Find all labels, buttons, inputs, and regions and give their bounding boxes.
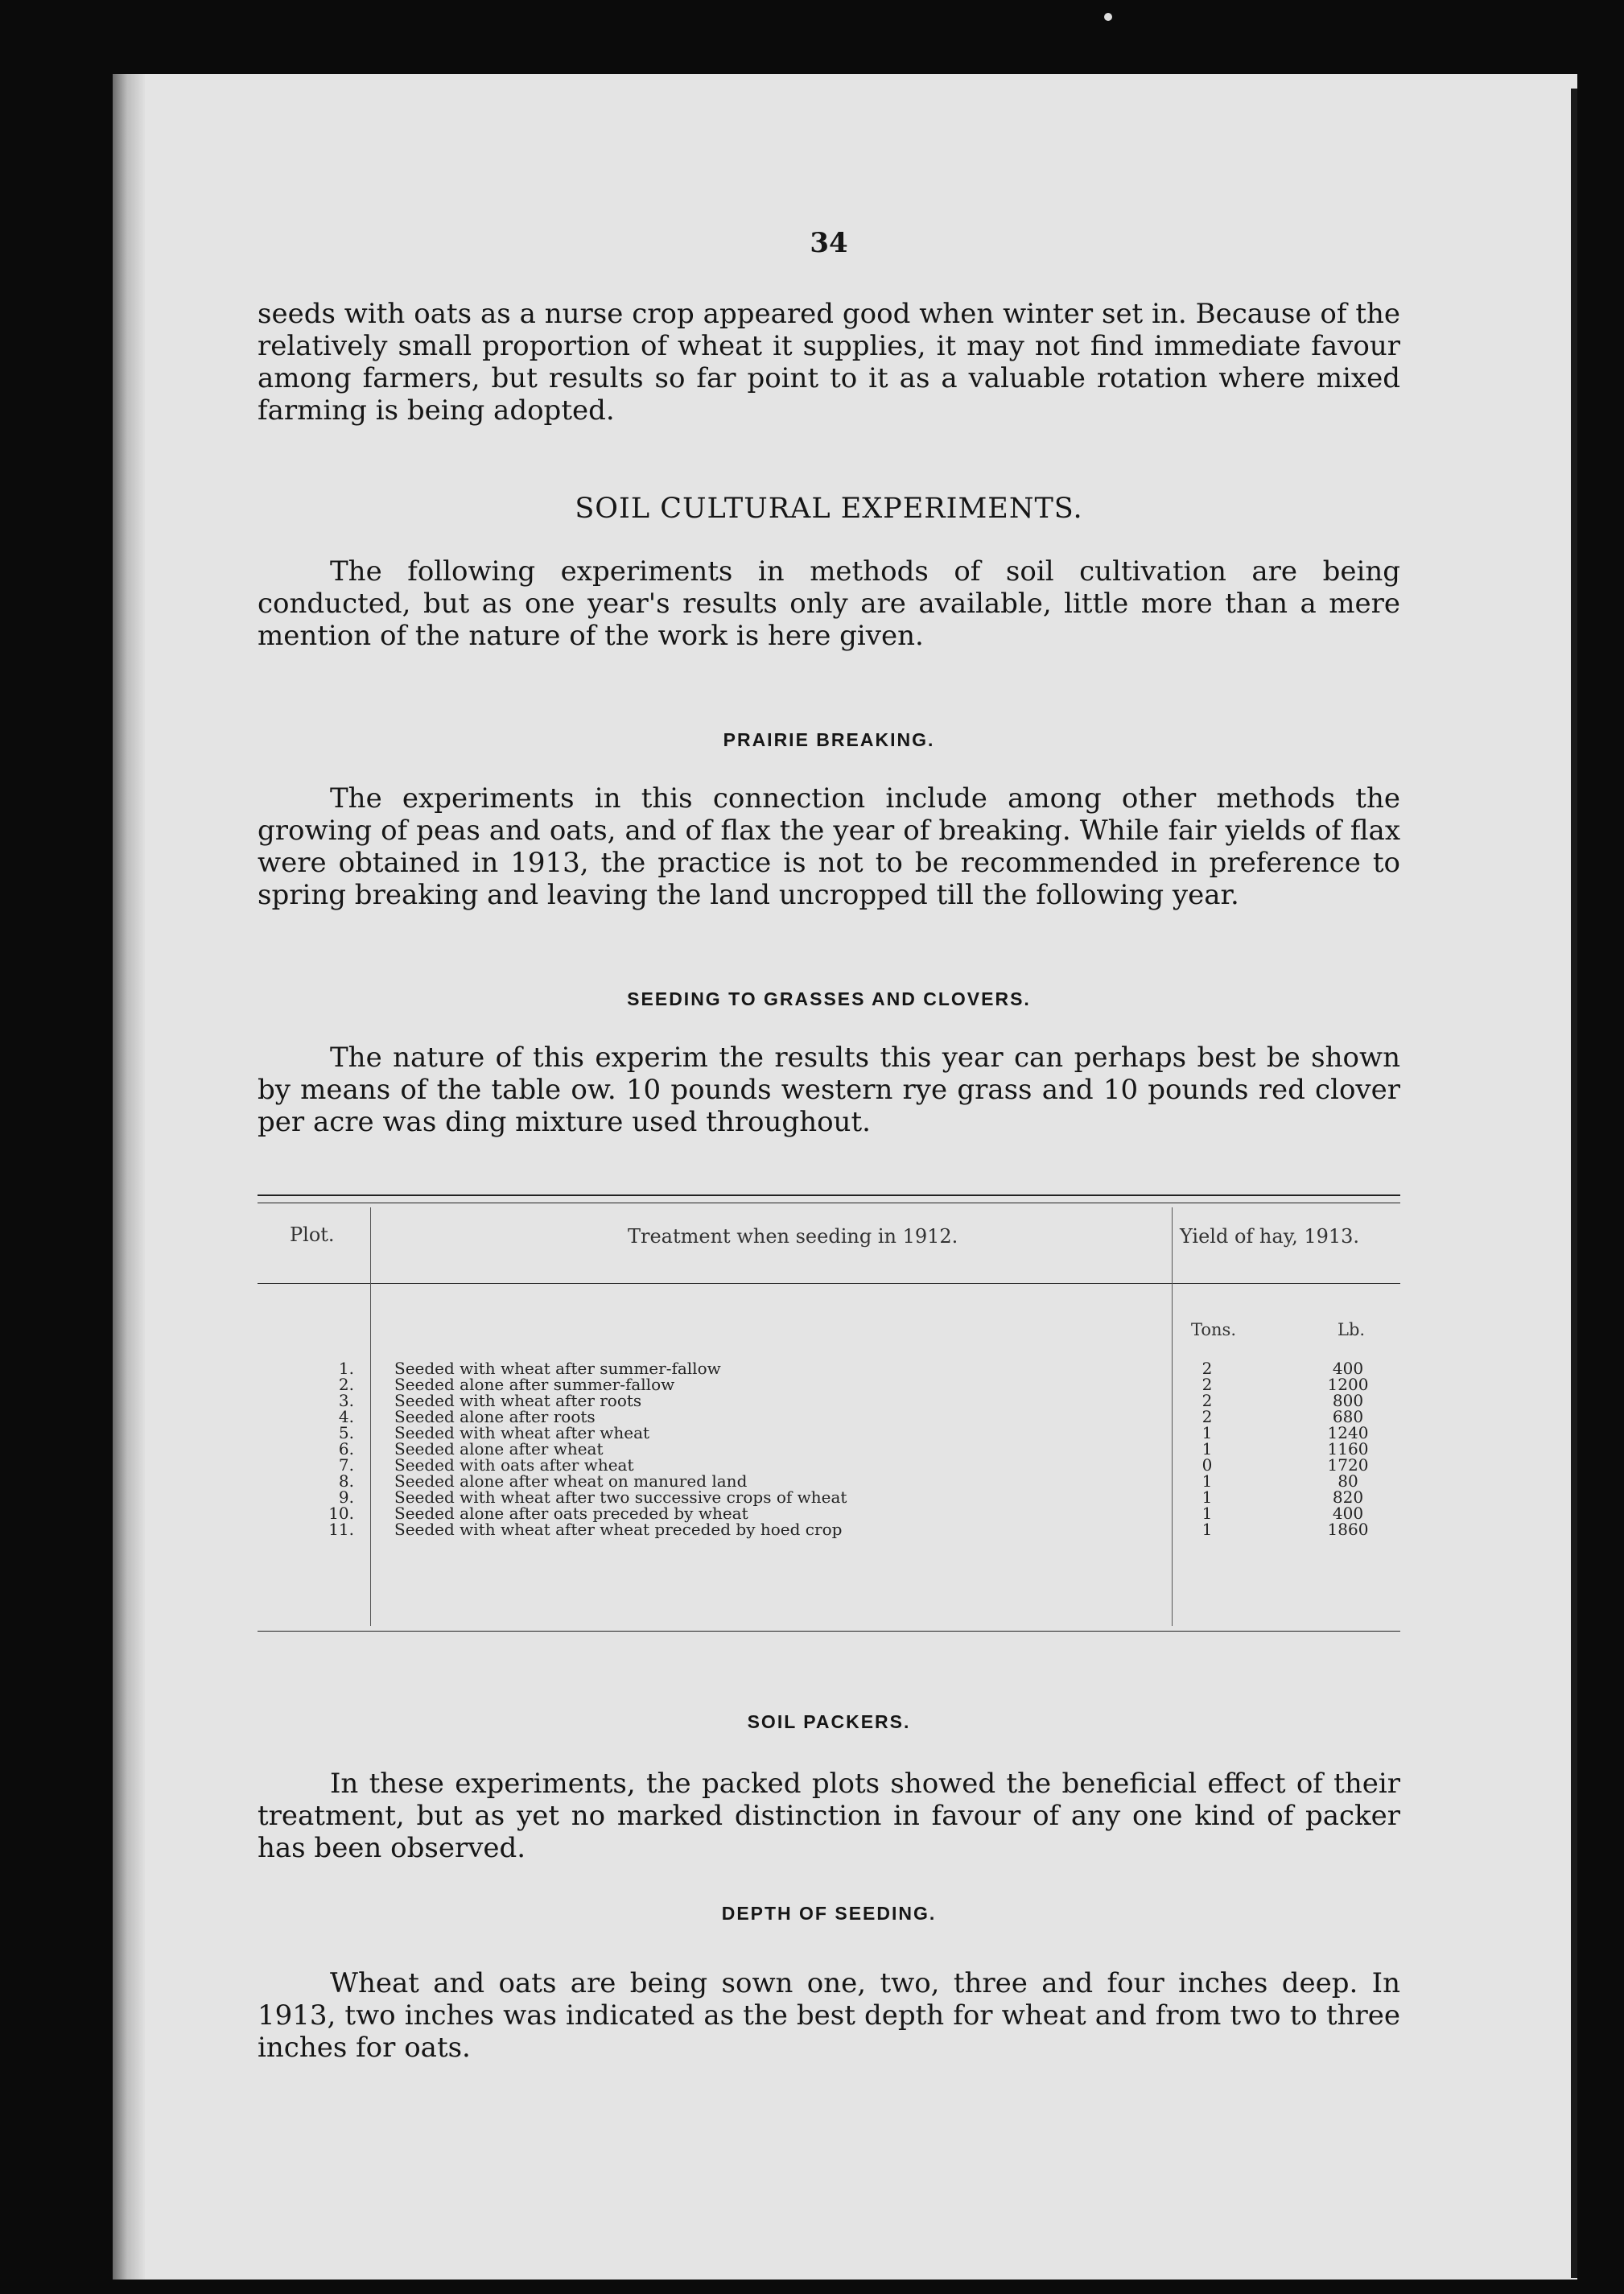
lb-cell: 680 [1332, 1407, 1364, 1426]
tons-cell: 1 [1202, 1423, 1213, 1442]
tons-cell: 2 [1202, 1359, 1213, 1378]
lb-cell: 800 [1332, 1391, 1364, 1410]
page-edge [1571, 89, 1577, 2278]
tons-cell: 1 [1202, 1487, 1213, 1507]
treatment-cell: Seeded alone after wheat [394, 1439, 604, 1459]
tons-cell: 0 [1202, 1455, 1213, 1475]
treatment-cell: Seeded alone after oats preceded by wheat [394, 1504, 748, 1523]
treatment-cell: Seeded alone after roots [394, 1407, 596, 1426]
plot-cell: 2. [338, 1375, 354, 1394]
lb-cell: 80 [1338, 1471, 1358, 1491]
plot-cell: 9. [338, 1487, 354, 1507]
lb-cell: 820 [1332, 1487, 1364, 1507]
table-header-rule [258, 1283, 1400, 1284]
prairie-text: The experiments in this connection include among other methods the growing of peas and oats, and of flax the year of breaking. While fair yields of flax were obtained in 1913, the practice is not to be recommended in preference to spring breaking and leaving the land uncropped till the following year. [258, 782, 1400, 911]
tons-cell: 2 [1202, 1375, 1213, 1394]
table-top-rule [258, 1194, 1400, 1196]
plot-cell: 7. [338, 1455, 354, 1475]
plot-cell: 1. [338, 1359, 354, 1378]
plot-cell: 5. [338, 1423, 354, 1442]
tons-cell: 2 [1202, 1391, 1213, 1410]
treatment-cell: Seeded with wheat after wheat [394, 1423, 650, 1442]
treatment-cell: Seeded alone after summer-fallow [394, 1375, 675, 1394]
page-binding [113, 74, 145, 2280]
plot-cell: 6. [338, 1439, 354, 1459]
prairie-heading: PRAIRIE BREAKING. [723, 729, 935, 750]
section-title: SOIL CULTURAL EXPERIMENTS. [575, 493, 1083, 525]
treatment-cell: Seeded with wheat after summer-fallow [394, 1359, 721, 1378]
tons-cell: 1 [1202, 1520, 1213, 1539]
treatment-cell: Seeded with oats after wheat [394, 1455, 634, 1475]
treatment-cell: Seeded with wheat after wheat preceded by hoed crop [394, 1520, 843, 1539]
tons-cell: 1 [1202, 1439, 1213, 1459]
plot-cell: 4. [338, 1407, 354, 1426]
sub-lb-header: Lb. [1338, 1320, 1366, 1339]
treatment-cell: Seeded with wheat after two successive crops of wheat [394, 1487, 847, 1507]
lb-cell: 400 [1332, 1359, 1364, 1378]
lb-cell: 1200 [1327, 1375, 1369, 1394]
tons-cell: 1 [1202, 1504, 1213, 1523]
sub-tons-header: Tons. [1191, 1320, 1236, 1339]
scan-mark [1104, 13, 1112, 21]
section-intro: The following experiments in methods of soil cultivation are being conducted, but as one year's results only are available, little more than a mere mention of the nature of the work is here given. [258, 555, 1400, 652]
lb-cell: 1860 [1327, 1520, 1369, 1539]
seeding-text: The nature of this experim the results this year can perhaps best be shown by means of the table ow. 10 pounds western rye grass and 10 pounds red clover per acre was ding mixture used throughout. [258, 1042, 1400, 1138]
lb-cell: 400 [1332, 1504, 1364, 1523]
plot-cell: 3. [338, 1391, 354, 1410]
col-yield-header: Yield of hay, 1913. [1180, 1225, 1360, 1248]
packers-text: In these experiments, the packed plots showed the beneficial effect of their treatment, but as yet no marked distinction in favour of any one kind of packer has been observed. [258, 1768, 1400, 1864]
lb-cell: 1160 [1327, 1439, 1369, 1459]
page-number: 34 [810, 227, 848, 259]
seeding-heading: SEEDING TO GRASSES AND CLOVERS. [627, 988, 1031, 1009]
table-col-divider-2 [1172, 1207, 1173, 1626]
table-col-divider-1 [370, 1207, 371, 1626]
plot-cell: 11. [328, 1520, 354, 1539]
plot-cell: 8. [338, 1471, 354, 1491]
table-bottom-rule [258, 1631, 1400, 1632]
depth-text: Wheat and oats are being sown one, two, three and four inches deep. In 1913, two inches was indicated as the best depth for wheat and from two to three inches for oats. [258, 1967, 1400, 2064]
lb-cell: 1720 [1327, 1455, 1369, 1475]
col-plot-header: Plot. [290, 1223, 335, 1246]
lb-cell: 1240 [1327, 1423, 1369, 1442]
col-treatment-header: Treatment when seeding in 1912. [628, 1225, 958, 1248]
tons-cell: 1 [1202, 1471, 1213, 1491]
packers-heading: SOIL PACKERS. [747, 1711, 911, 1732]
treatment-cell: Seeded with wheat after roots [394, 1391, 642, 1410]
plot-cell: 10. [328, 1504, 354, 1523]
treatment-cell: Seeded alone after wheat on manured land [394, 1471, 748, 1491]
intro-paragraph: seeds with oats as a nurse crop appeared good when winter set in. Because of the relatively small proportion of wheat it supplies, it may not find immediate favour among farmers, but results so far point to it as a valuable rotation where mixed farming is being adopted. [258, 298, 1400, 427]
tons-cell: 2 [1202, 1407, 1213, 1426]
depth-heading: DEPTH OF SEEDING. [721, 1903, 937, 1924]
